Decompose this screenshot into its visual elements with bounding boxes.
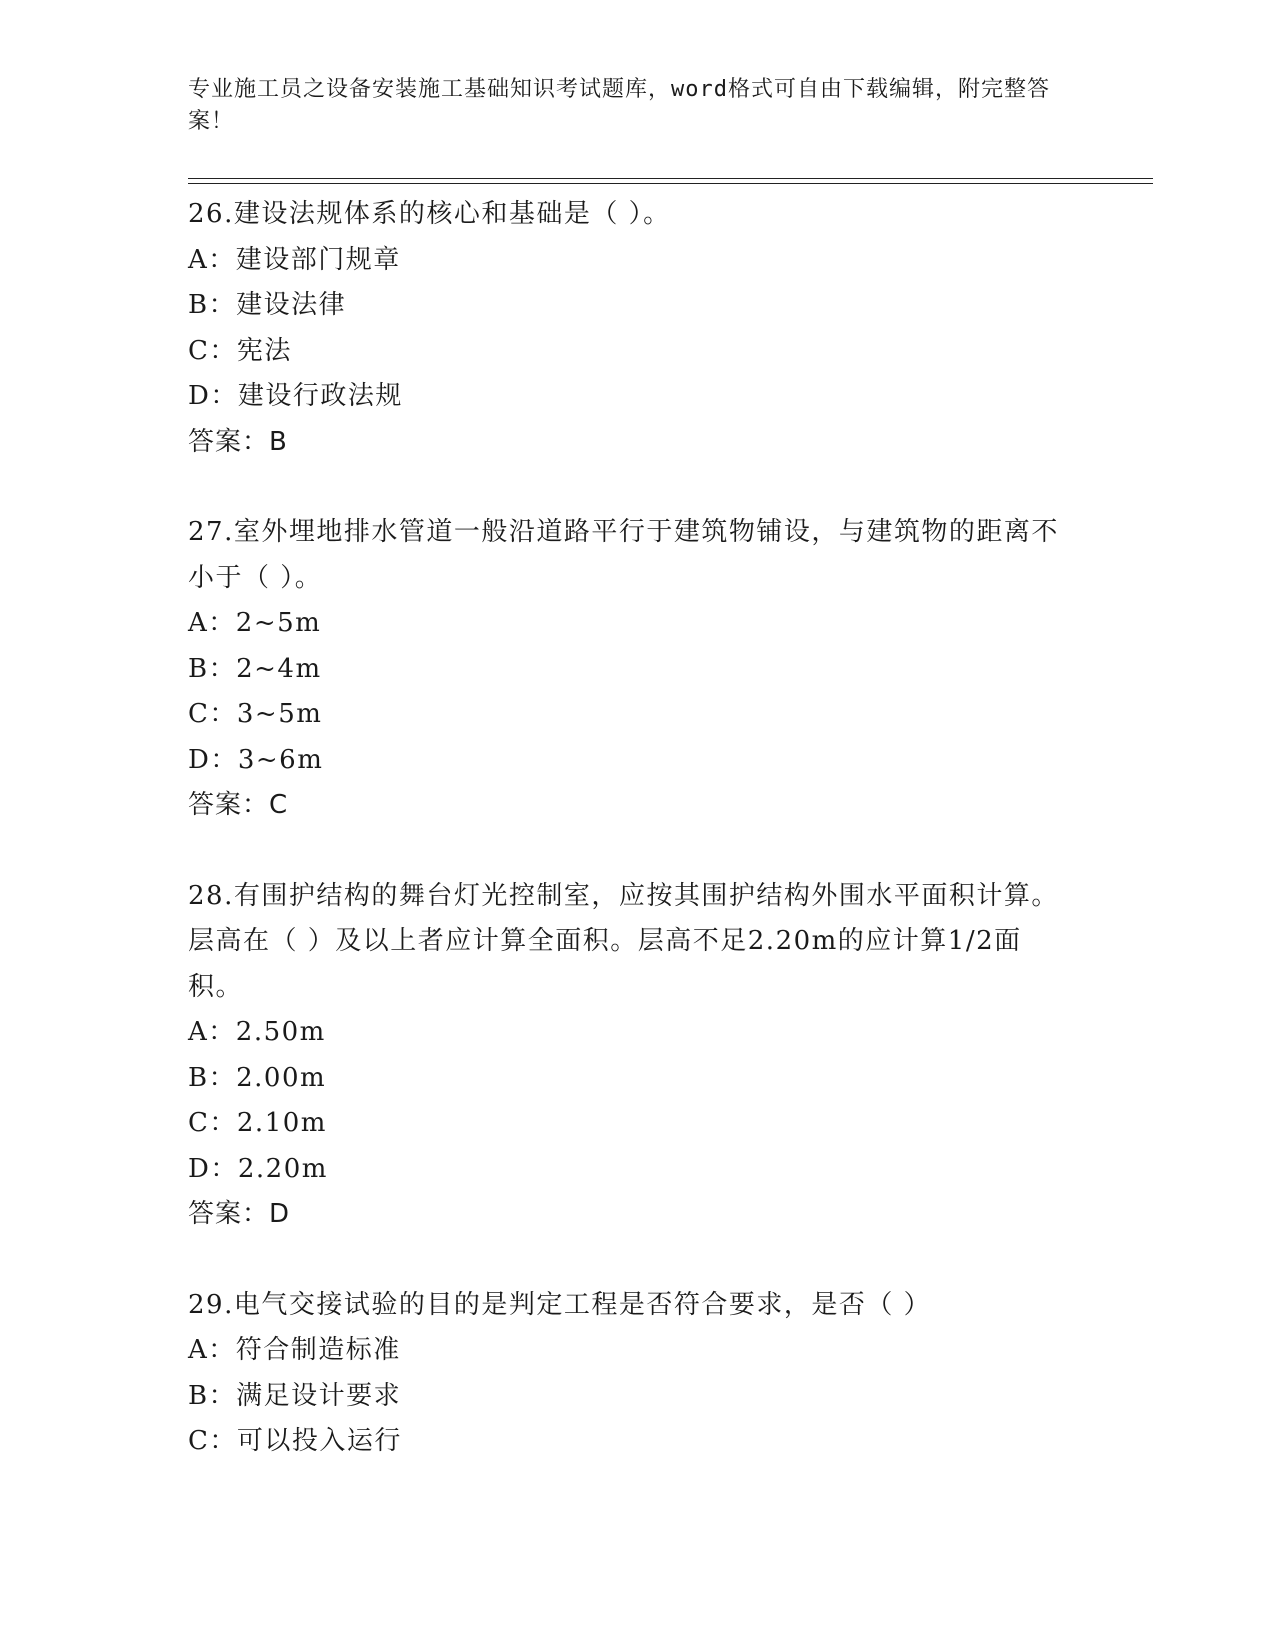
header-rule-top [188, 178, 1153, 179]
option-b: B：建设法律 [188, 290, 347, 320]
question-list [188, 192, 1068, 1465]
option-a: A：建设部门规章 [188, 244, 401, 275]
option-a: A：2.50m [188, 1017, 326, 1047]
option-b: B：2~4m [188, 653, 322, 684]
option-b: B：满足设计要求 [188, 1380, 402, 1411]
option-c: C：宪法 [188, 335, 292, 366]
question-stem: 26.建设法规体系的核心和基础是（ ）。 [188, 199, 671, 229]
question-27 [188, 510, 1068, 829]
question-stem: 28.有围护结构的舞台灯光控制室，应按其围护结构外围水平面积计算。层高在（ ）及以上者应计算全面积。层高不足2.20m的应计算1/2面积。 [188, 880, 1059, 1002]
answer-line: 答案：B [188, 426, 288, 457]
option-d: D：2.20m [188, 1153, 328, 1184]
question-stem: 29.电气交接试验的目的是判定工程是否符合要求，是否（ ） [188, 1289, 932, 1320]
option-a: A：符合制造标准 [188, 1335, 401, 1365]
option-d: D：建设行政法规 [188, 381, 403, 411]
question-spacer [188, 465, 1068, 510]
option-c: C：2.10m [188, 1108, 327, 1138]
option-d: D：3~6m [188, 744, 324, 775]
answer-line: 答案：D [188, 1199, 291, 1229]
header-rule-bottom [188, 183, 1153, 184]
option-b: B：2.00m [188, 1062, 327, 1093]
question-28 [188, 874, 1068, 1238]
option-c: C：3~5m [188, 699, 323, 729]
question-spacer [188, 829, 1068, 874]
option-a: A：2~5m [188, 608, 322, 638]
answer-line: 答案：C [188, 790, 289, 820]
option-c: C：可以投入运行 [188, 1426, 402, 1456]
question-spacer [188, 1238, 1068, 1283]
question-stem: 27.室外埋地排水管道一般沿道路平行于建筑物铺设，与建筑物的距离不小于（ ）。 [188, 517, 1059, 593]
document-header: 专业施工员之设备安装施工基础知识考试题库，word格式可自由下载编辑，附完整答案！ [188, 77, 1050, 134]
question-26 [188, 192, 1068, 465]
question-29 [188, 1283, 1068, 1465]
